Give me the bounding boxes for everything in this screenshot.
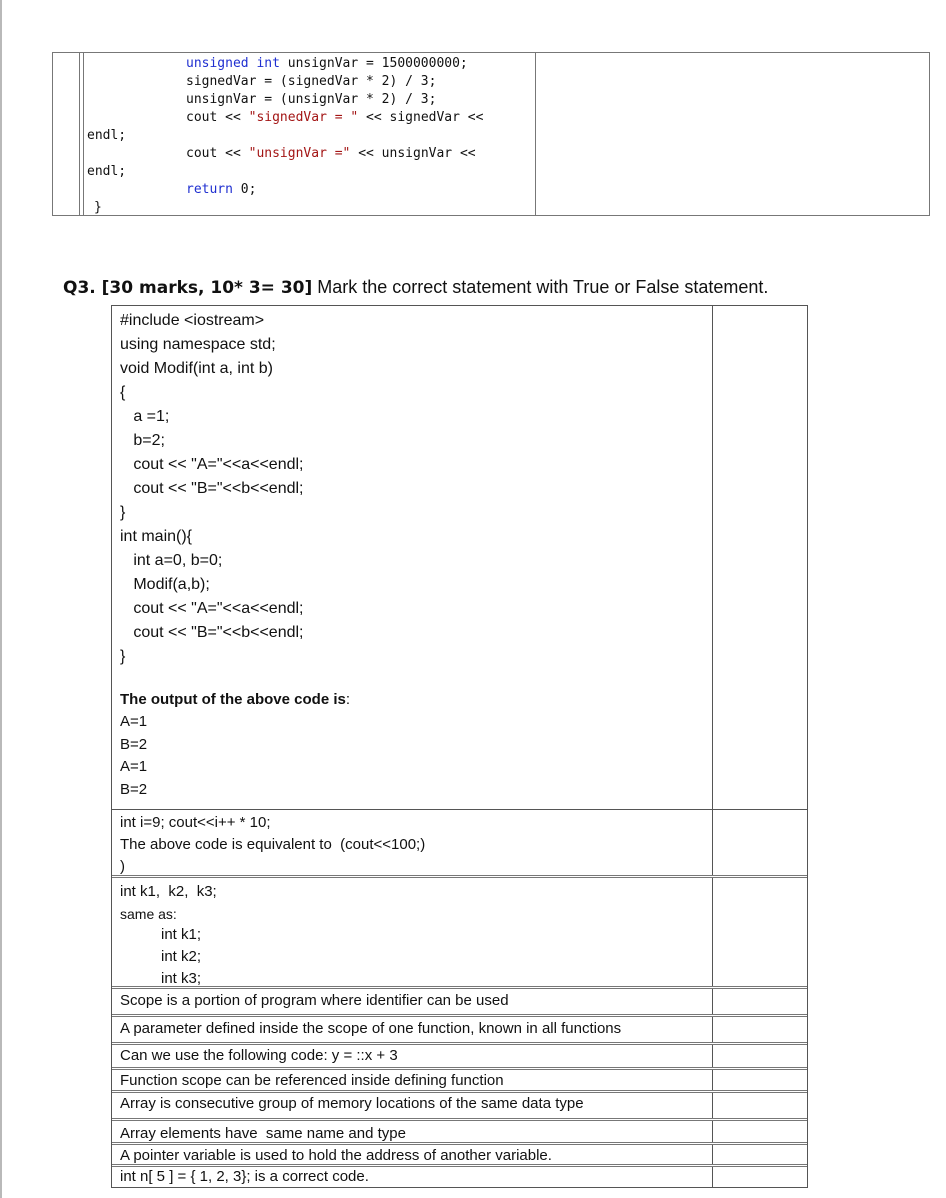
table-row xyxy=(112,1070,807,1093)
code-text: endl; xyxy=(87,164,127,179)
code-cell xyxy=(83,53,536,215)
question-instruction: Mark the correct statement with True or False statement. xyxy=(312,277,769,297)
output-label xyxy=(120,689,350,711)
answer-cell[interactable] xyxy=(712,989,808,1014)
table-row xyxy=(112,1017,807,1045)
answer-cell[interactable] xyxy=(712,306,808,809)
answer-cell[interactable] xyxy=(712,1093,808,1118)
code-table xyxy=(52,52,930,216)
table-row xyxy=(112,878,807,989)
answer-cell[interactable] xyxy=(712,810,808,875)
table-row xyxy=(112,989,807,1017)
code-text: << signedVar << xyxy=(358,110,484,125)
code-keyword: unsigned int xyxy=(186,56,280,71)
code-text: } xyxy=(94,200,102,215)
question-text: int i=9; cout<<i++ * 10; The above code is equivalent to (cout<<100;) ) xyxy=(120,814,426,875)
code-text: unsignVar = (unsignVar * 2) / 3; xyxy=(186,92,437,107)
table-row xyxy=(112,306,807,810)
answer-cell[interactable] xyxy=(712,1017,808,1042)
output-values: A=1 B=2 A=1 B=2 xyxy=(120,713,148,798)
question-text: int k1; int k2; int k3; xyxy=(161,926,202,987)
answer-cell[interactable] xyxy=(712,1145,808,1164)
answer-cell[interactable] xyxy=(712,1121,808,1142)
code-text: << unsignVar << xyxy=(350,146,476,161)
question-text: Function scope can be referenced inside defining function xyxy=(120,1072,504,1089)
output-label-text: The output of the above code is xyxy=(120,691,346,708)
question-text: same as: xyxy=(120,906,177,922)
answer-cell[interactable] xyxy=(712,1167,808,1187)
output-colon: : xyxy=(345,691,351,708)
question-label: Q3. [30 marks, 10* 3= 30] xyxy=(63,278,313,298)
answer-cell[interactable] xyxy=(712,1070,808,1090)
table-row xyxy=(112,1045,807,1070)
code-text: endl; xyxy=(87,128,127,143)
question-text: A parameter defined inside the scope of one function, known in all functions xyxy=(120,1020,622,1037)
table-row xyxy=(112,1093,807,1121)
code-text: cout << xyxy=(186,146,249,161)
code-text: cout << xyxy=(186,110,249,125)
code-text: signedVar = (signedVar * 2) / 3; xyxy=(186,74,437,89)
code-snippet xyxy=(87,55,484,217)
table-row xyxy=(112,810,807,878)
question-heading xyxy=(63,275,768,300)
code-text: 0; xyxy=(232,182,257,197)
answer-cell[interactable] xyxy=(712,1045,808,1067)
table-row xyxy=(112,1121,807,1145)
question-text: Scope is a portion of program where identifier can be used xyxy=(120,992,509,1009)
code-string: "signedVar = " xyxy=(248,110,359,125)
code-keyword: return xyxy=(186,182,233,197)
true-false-table xyxy=(111,305,808,1188)
question-code: #include <iostream> using namespace std; void Modif(int a, int b) { a =1; b=2; cout << "A="<<a<<endl; cout << "B="<<b<<endl; } int main(){ int a=0, b=0; Modif(a,b); cout << "A="<<a<<endl; cout << "B="<<b<<endl; } xyxy=(120,312,304,665)
question-text: A pointer variable is used to hold the address of another variable. xyxy=(120,1147,552,1164)
question-text: Array elements have same name and type xyxy=(120,1125,406,1142)
code-text: unsignVar = 1500000000; xyxy=(279,56,468,71)
table-row xyxy=(112,1167,807,1187)
page-edge xyxy=(0,0,2,1198)
answer-cell[interactable] xyxy=(712,878,808,986)
question-text: int n[ 5 ] = { 1, 2, 3}; is a correct code. xyxy=(120,1168,369,1185)
question-text: Array is consecutive group of memory locations of the same data type xyxy=(120,1095,584,1112)
table-row xyxy=(112,1145,807,1167)
question-text: int k1, k2, k3; xyxy=(120,883,217,900)
question-text: Can we use the following code: y = ::x + 3 xyxy=(120,1047,398,1064)
code-string: "unsignVar =" xyxy=(248,146,351,161)
